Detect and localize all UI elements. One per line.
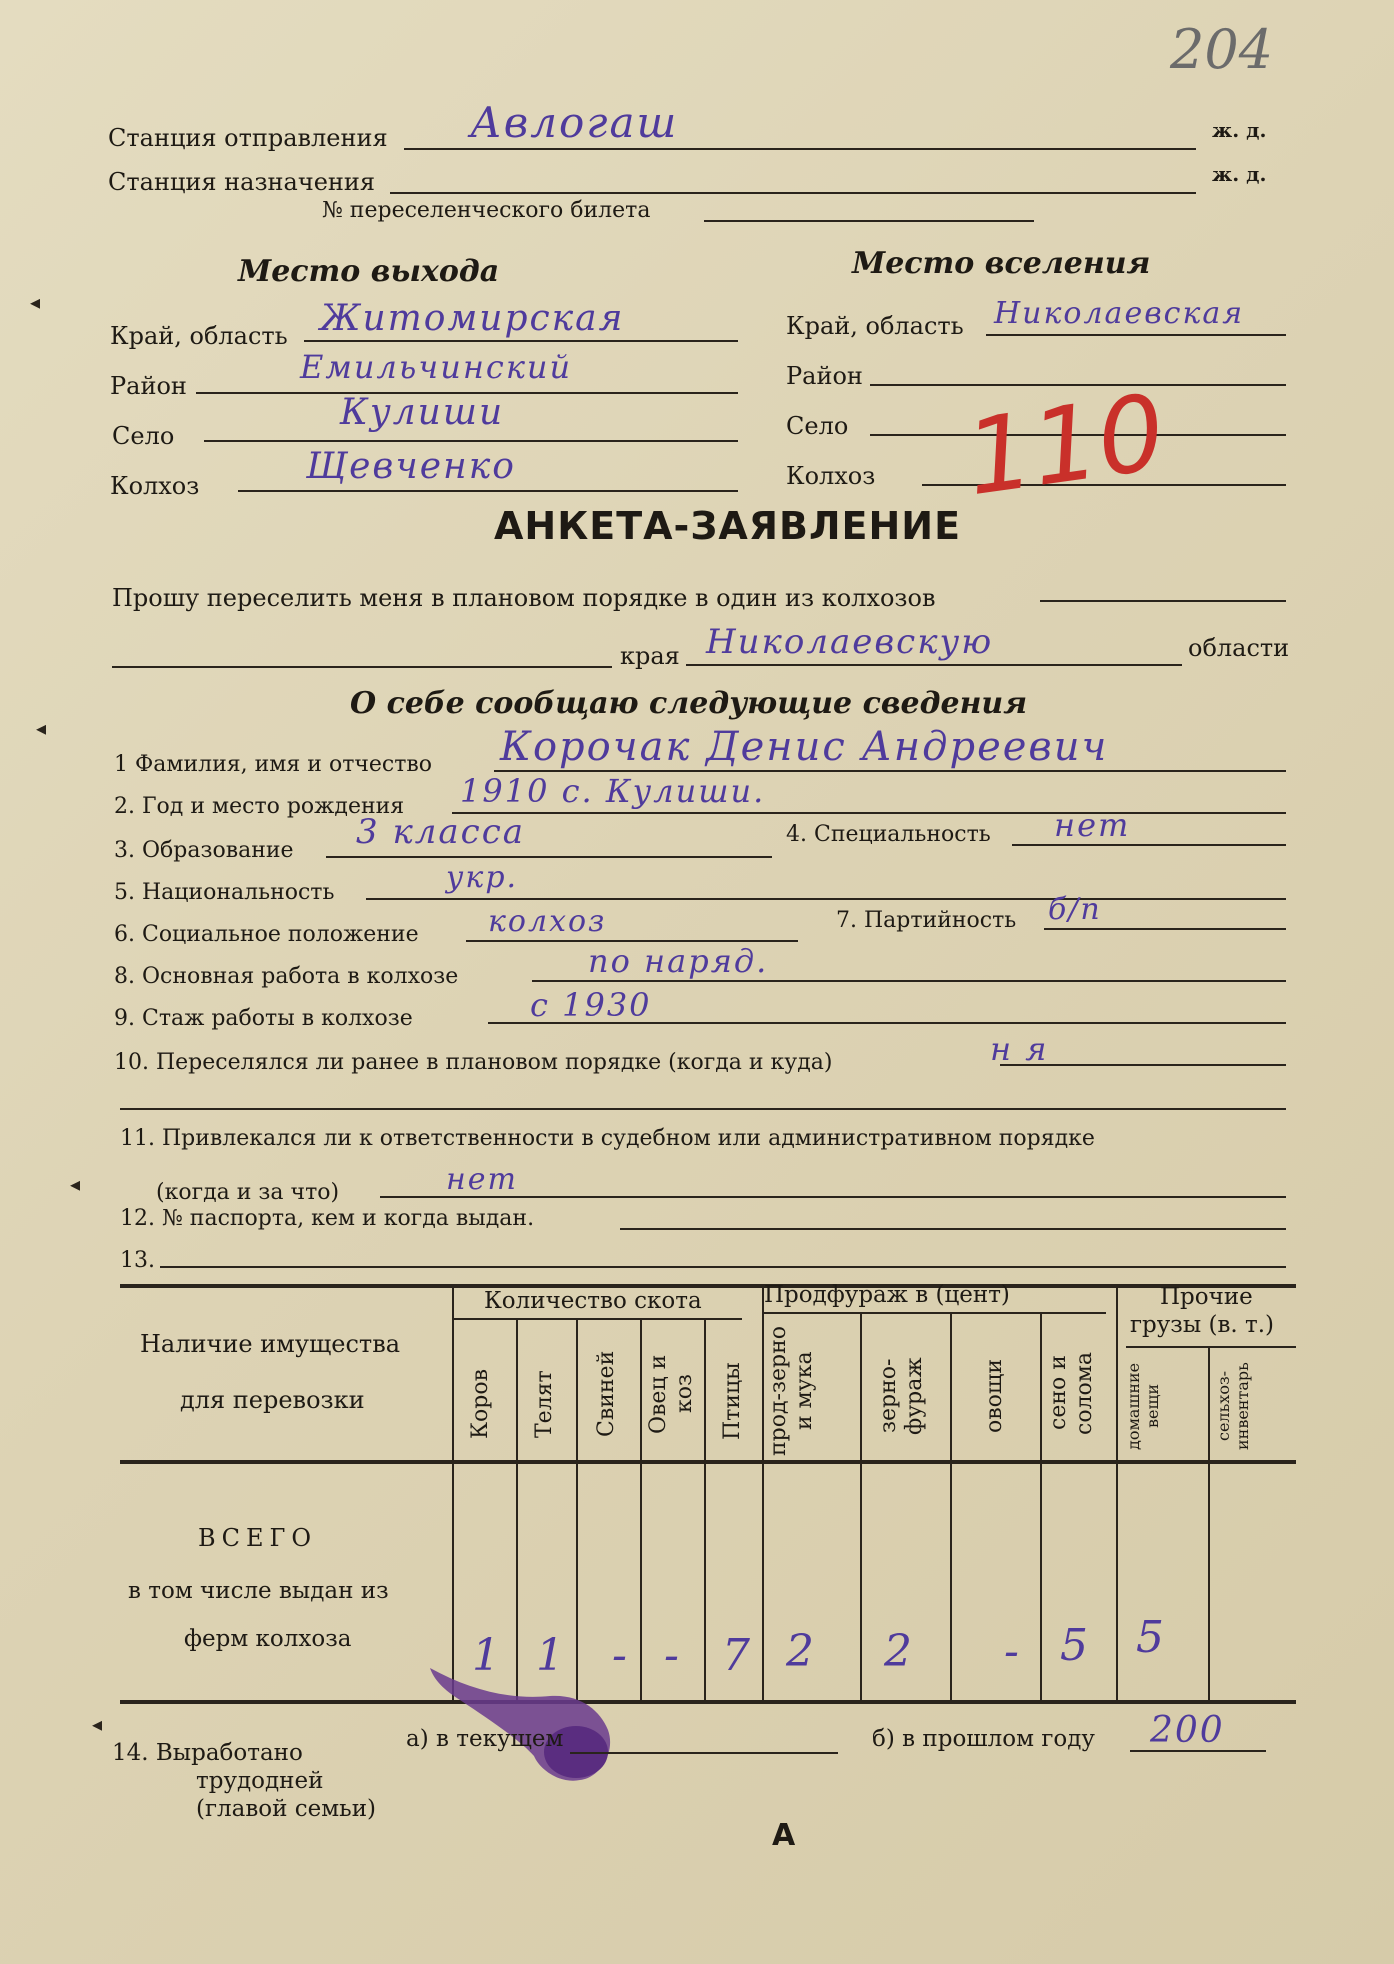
departure-station-label: Станция отправления (108, 124, 388, 152)
total-hay-straw: 5 (1060, 1620, 1088, 1671)
origin-kolkhoz-value: Щевченко (306, 446, 516, 487)
workdays-current-line (570, 1752, 838, 1754)
field-13-label: 13. (120, 1248, 155, 1273)
field-9-value: с 1930 (530, 986, 652, 1024)
sub-label-1: в том числе выдан из (128, 1578, 389, 1604)
margin-tick: ◂ (92, 1712, 103, 1736)
total-label: ВСЕГО (198, 1524, 318, 1552)
origin-title: Место выхода (238, 254, 500, 289)
total-household-items: 5 (1136, 1612, 1164, 1663)
total-sheep-goats: - (664, 1630, 679, 1681)
rail-suffix-2: ж. д. (1212, 162, 1267, 186)
request-oblast-label: области (1188, 634, 1290, 662)
field-9-label: 9. Стаж работы в колхозе (114, 1006, 413, 1031)
origin-village-line (204, 440, 738, 442)
field-1-label: 1 Фамилия, имя и отчество (114, 752, 433, 777)
total-poultry: 7 (722, 1630, 750, 1681)
col-pigs: Свиней (594, 1350, 619, 1438)
col-calves: Телят (532, 1370, 557, 1438)
total-vegetables: - (1004, 1626, 1019, 1677)
dest-kolkhoz-label: Колхоз (786, 462, 876, 490)
form-title: АНКЕТА-ЗАЯВЛЕНИЕ (494, 504, 962, 548)
col-hay-straw: сено и солома (1046, 1351, 1097, 1435)
col-household-items: домашние вещи (1124, 1362, 1162, 1450)
ticket-label: № переселенческого билета (322, 198, 651, 223)
col-food-grain: прод-зерно и мука (766, 1326, 817, 1456)
workdays-last-label: б) в прошлом году (872, 1726, 1095, 1752)
dest-region-line (986, 334, 1286, 336)
field-6-label: 6. Социальное положение (114, 922, 419, 947)
margin-tick: ◂ (30, 290, 41, 314)
origin-kolkhoz-line (238, 490, 738, 492)
request-oblast-blank (686, 664, 1182, 666)
field-6-value: колхоз (488, 904, 607, 939)
field-7-value: б/п (1048, 892, 1102, 927)
workdays-label-2: трудодней (196, 1768, 324, 1794)
red-number-mark: 110 (958, 370, 1173, 520)
total-pigs: - (612, 1630, 627, 1681)
dest-village-label: Село (786, 412, 849, 440)
total-fodder-grain: 2 (884, 1626, 912, 1677)
fodder-group-line (762, 1312, 1106, 1314)
field-1-value: Корочак Денис Андреевич (500, 724, 1109, 770)
property-label-1: Наличие имущества (140, 1330, 401, 1358)
footer-mark: А (772, 1818, 796, 1853)
field-12-label: 12. № паспорта, кем и когда выдан. (120, 1206, 535, 1231)
origin-region-value: Житомирская (320, 298, 625, 339)
field-10-line-2 (120, 1108, 1286, 1110)
livestock-group-header: Количество скота (484, 1288, 702, 1314)
table-top-border (120, 1284, 1296, 1288)
field-8-label: 8. Основная работа в колхозе (114, 964, 459, 989)
total-food-grain: 2 (786, 1626, 814, 1677)
dest-region-value: Николаевская (994, 296, 1245, 331)
request-line-1: Прошу переселить меня в плановом порядке в один из колхозов (112, 584, 936, 612)
field-11-label: 11. Привлекался ли к ответственности в судебном или административном порядке (120, 1126, 1095, 1151)
destination-station-line (390, 192, 1196, 194)
col-poultry: Птицы (720, 1362, 745, 1440)
field-5-label: 5. Национальность (114, 880, 335, 905)
info-heading: О себе сообщаю следующие сведения (350, 686, 1028, 721)
departure-station-line (404, 148, 1196, 150)
destination-station-label: Станция назначения (108, 168, 376, 196)
field-4-value: нет (1054, 806, 1131, 844)
table-bottom-border (120, 1700, 1296, 1704)
origin-district-value: Емильчинский (300, 348, 573, 386)
field-8-value: по наряд. (588, 942, 769, 980)
field-8-line (532, 980, 1286, 982)
workdays-label-1: 14. Выработано (112, 1740, 303, 1766)
field-7-line (1044, 928, 1286, 930)
archive-number: 204 (1170, 18, 1274, 81)
field-7-label: 7. Партийность (836, 908, 1017, 933)
rail-suffix-1: ж. д. (1212, 118, 1267, 142)
destination-title: Место вселения (852, 246, 1151, 281)
margin-tick: ◂ (36, 716, 47, 740)
col-cows: Коров (468, 1369, 493, 1439)
field-4-line (1012, 844, 1286, 846)
dest-district-label: Район (786, 362, 863, 390)
field-11-label-2: (когда и за что) (156, 1180, 340, 1205)
col-fodder-grain: зерно-фураж (876, 1357, 927, 1435)
origin-village-value: Кулиши (340, 392, 505, 433)
other-group-header-1: Прочие (1160, 1284, 1253, 1310)
request-line-1-blank (1040, 600, 1286, 602)
sub-label-2: ферм колхоза (184, 1626, 352, 1652)
col-sheep-goats: Овец и коз (646, 1354, 697, 1434)
field-3-value: 3 класса (356, 812, 526, 852)
field-12-line (620, 1228, 1286, 1230)
field-5-value: укр. (446, 860, 519, 895)
departure-station-value: Авлогаш (470, 98, 679, 147)
field-10-label: 10. Переселялся ли ранее в плановом порядке (когда и куда) (114, 1050, 833, 1075)
origin-region-line (304, 340, 738, 342)
other-group-header-2: грузы (в. т.) (1130, 1312, 1275, 1338)
workdays-last-value: 200 (1150, 1710, 1225, 1751)
field-2-label: 2. Год и место рождения (114, 794, 405, 819)
col-farm-tools: сельхоз-инвентарь (1214, 1362, 1252, 1450)
margin-tick: ◂ (70, 1172, 81, 1196)
field-10-value: н я (990, 1030, 1049, 1068)
field-11-value: нет (446, 1162, 518, 1197)
origin-district-label: Район (110, 372, 187, 400)
origin-village-label: Село (112, 422, 175, 450)
origin-region-label: Край, область (110, 322, 288, 350)
request-kray-value: Николаевскую (706, 622, 994, 662)
dest-region-label: Край, область (786, 312, 964, 340)
workdays-current-label: а) в текущем (406, 1726, 564, 1752)
field-13-line (160, 1266, 1286, 1268)
col-vegetables: овощи (982, 1359, 1007, 1433)
table-header-bottom (120, 1460, 1296, 1464)
field-3-label: 3. Образование (114, 838, 294, 863)
ticket-line (704, 220, 1034, 222)
origin-kolkhoz-label: Колхоз (110, 472, 200, 500)
property-label-2: для перевозки (180, 1386, 365, 1414)
request-kray-blank (112, 666, 612, 668)
field-3-line (326, 856, 772, 858)
workdays-label-3: (главой семьи) (196, 1796, 376, 1822)
total-cows: 1 (472, 1630, 500, 1681)
fodder-group-header: Продфураж в (цент) (764, 1282, 1010, 1308)
other-group-line (1126, 1346, 1296, 1348)
livestock-group-line (452, 1318, 742, 1320)
field-5-line (366, 898, 1286, 900)
total-calves: 1 (536, 1630, 564, 1681)
field-4-label: 4. Специальность (786, 822, 991, 847)
field-2-value: 1910 с. Кулиши. (460, 772, 766, 810)
request-kray-label: края (620, 642, 680, 670)
field-2-line (452, 812, 1286, 814)
